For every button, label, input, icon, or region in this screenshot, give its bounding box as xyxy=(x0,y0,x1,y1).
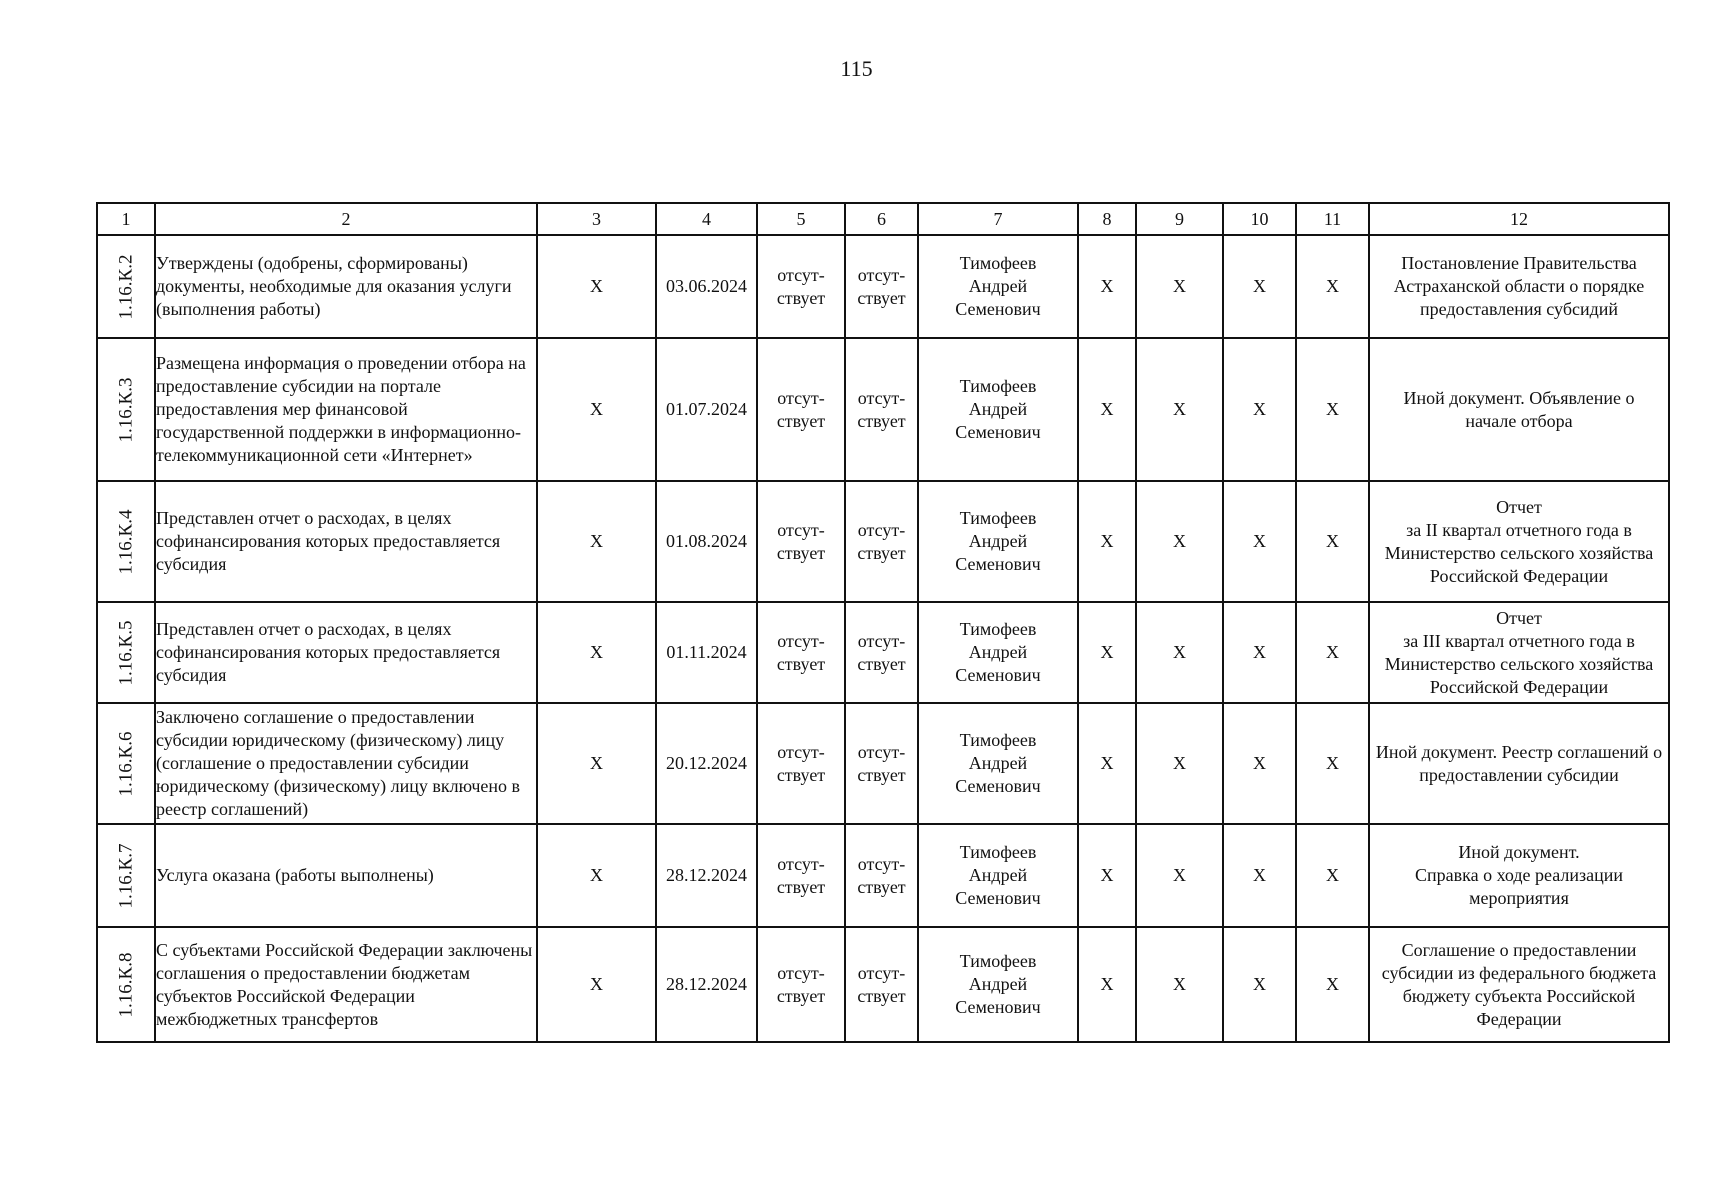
cell-col10: Х xyxy=(1223,602,1296,703)
checkpoint-code-text: 1.16.К.7 xyxy=(115,843,137,908)
cell-col3: Х xyxy=(537,338,656,481)
cell-col3: Х xyxy=(537,235,656,338)
cell-responsible: Тимофеев Андрей Семенович xyxy=(918,703,1078,824)
checkpoint-result: Представлен отчет о расходах, в целях софинансирования которых предоставляется субсидия xyxy=(155,602,537,703)
column-header: 8 xyxy=(1078,203,1136,235)
checkpoint-code-text: 1.16.К.5 xyxy=(115,620,137,685)
cell-col11: Х xyxy=(1296,481,1369,602)
cell-col9: Х xyxy=(1136,824,1223,927)
cell-col11: Х xyxy=(1296,602,1369,703)
cell-col8: Х xyxy=(1078,602,1136,703)
column-header: 1 xyxy=(97,203,155,235)
checkpoint-code xyxy=(97,602,155,703)
checkpoint-result: Представлен отчет о расходах, в целях софинансирования которых предоставляется субсидия xyxy=(155,481,537,602)
cell-col11: Х xyxy=(1296,235,1369,338)
cell-document: Иной документ. Объявление о начале отбора xyxy=(1369,338,1669,481)
cell-col5: отсут- ствует xyxy=(757,338,845,481)
checkpoint-code-text: 1.16.К.2 xyxy=(115,254,137,319)
header-row xyxy=(97,203,1669,235)
column-header: 4 xyxy=(656,203,757,235)
cell-col11: Х xyxy=(1296,824,1369,927)
cell-col9: Х xyxy=(1136,927,1223,1042)
cell-col8: Х xyxy=(1078,338,1136,481)
cell-col11: Х xyxy=(1296,927,1369,1042)
column-header: 5 xyxy=(757,203,845,235)
plan-table xyxy=(96,202,1670,1043)
cell-col3: Х xyxy=(537,927,656,1042)
cell-col10: Х xyxy=(1223,824,1296,927)
cell-col10: Х xyxy=(1223,927,1296,1042)
cell-col10: Х xyxy=(1223,235,1296,338)
checkpoint-code xyxy=(97,703,155,824)
cell-col8: Х xyxy=(1078,235,1136,338)
cell-col8: Х xyxy=(1078,927,1136,1042)
cell-col6: отсут- ствует xyxy=(845,602,918,703)
checkpoint-code-text: 1.16.К.8 xyxy=(115,952,137,1017)
checkpoint-code xyxy=(97,235,155,338)
column-header: 12 xyxy=(1369,203,1669,235)
checkpoint-result: Заключено соглашение о предоставлении субсидии юридическому (физическому) лицу (соглашение о предоставлении субсидии юридическому (физическому) лицу включено в реестр соглашений) xyxy=(155,703,537,824)
cell-date: 01.08.2024 xyxy=(656,481,757,602)
cell-col6: отсут- ствует xyxy=(845,481,918,602)
cell-col10: Х xyxy=(1223,703,1296,824)
page-number: 115 xyxy=(840,56,873,81)
checkpoint-code xyxy=(97,481,155,602)
cell-col9: Х xyxy=(1136,602,1223,703)
cell-date: 28.12.2024 xyxy=(656,927,757,1042)
checkpoint-code xyxy=(97,338,155,481)
cell-col9: Х xyxy=(1136,703,1223,824)
cell-col10: Х xyxy=(1223,338,1296,481)
cell-col3: Х xyxy=(537,824,656,927)
cell-col6: отсут- ствует xyxy=(845,338,918,481)
column-header: 2 xyxy=(155,203,537,235)
checkpoint-result: Услуга оказана (работы выполнены) xyxy=(155,824,537,927)
table-row xyxy=(97,703,1669,824)
cell-col8: Х xyxy=(1078,824,1136,927)
cell-col3: Х xyxy=(537,481,656,602)
checkpoint-code xyxy=(97,927,155,1042)
cell-date: 01.07.2024 xyxy=(656,338,757,481)
cell-responsible: Тимофеев Андрей Семенович xyxy=(918,602,1078,703)
cell-responsible: Тимофеев Андрей Семенович xyxy=(918,824,1078,927)
cell-date: 20.12.2024 xyxy=(656,703,757,824)
cell-col3: Х xyxy=(537,602,656,703)
cell-col5: отсут- ствует xyxy=(757,235,845,338)
cell-col8: Х xyxy=(1078,703,1136,824)
cell-col9: Х xyxy=(1136,481,1223,602)
cell-col6: отсут- ствует xyxy=(845,235,918,338)
cell-date: 03.06.2024 xyxy=(656,235,757,338)
checkpoint-code-text: 1.16.К.6 xyxy=(115,731,137,796)
checkpoint-code-text: 1.16.К.4 xyxy=(115,509,137,574)
cell-col6: отсут- ствует xyxy=(845,927,918,1042)
cell-date: 28.12.2024 xyxy=(656,824,757,927)
cell-col5: отсут- ствует xyxy=(757,481,845,602)
checkpoint-result: С субъектами Российской Федерации заключены соглашения о предоставлении бюджетам субъектов Российской Федерации межбюджетных трансфертов xyxy=(155,927,537,1042)
checkpoint-code xyxy=(97,824,155,927)
table-row xyxy=(97,235,1669,338)
cell-document: Отчет за III квартал отчетного года в Министерство сельского хозяйства Российской Федерации xyxy=(1369,602,1669,703)
cell-col9: Х xyxy=(1136,338,1223,481)
table-row xyxy=(97,927,1669,1042)
checkpoint-code-text: 1.16.К.3 xyxy=(115,377,137,442)
cell-col11: Х xyxy=(1296,703,1369,824)
table-row xyxy=(97,602,1669,703)
cell-col6: отсут- ствует xyxy=(845,703,918,824)
checkpoint-result: Размещена информация о проведении отбора на предоставление субсидии на портале предоставления мер финансовой государственной поддержки в информационно-телекоммуникационной сети «Интернет» xyxy=(155,338,537,481)
cell-col11: Х xyxy=(1296,338,1369,481)
cell-col9: Х xyxy=(1136,235,1223,338)
cell-col3: Х xyxy=(537,703,656,824)
cell-col5: отсут- ствует xyxy=(757,824,845,927)
cell-responsible: Тимофеев Андрей Семенович xyxy=(918,235,1078,338)
column-header: 11 xyxy=(1296,203,1369,235)
table-row xyxy=(97,481,1669,602)
cell-document: Иной документ. Реестр соглашений о предоставлении субсидии xyxy=(1369,703,1669,824)
cell-col8: Х xyxy=(1078,481,1136,602)
cell-document: Соглашение о предоставлении субсидии из федерального бюджета бюджету субъекта Российской Федерации xyxy=(1369,927,1669,1042)
cell-document: Иной документ. Справка о ходе реализации мероприятия xyxy=(1369,824,1669,927)
checkpoint-result: Утверждены (одобрены, сформированы) документы, необходимые для оказания услуги (выполнения работы) xyxy=(155,235,537,338)
cell-col5: отсут- ствует xyxy=(757,602,845,703)
column-header: 3 xyxy=(537,203,656,235)
column-header: 6 xyxy=(845,203,918,235)
table-row xyxy=(97,824,1669,927)
cell-col5: отсут- ствует xyxy=(757,927,845,1042)
cell-date: 01.11.2024 xyxy=(656,602,757,703)
cell-responsible: Тимофеев Андрей Семенович xyxy=(918,481,1078,602)
cell-document: Отчет за II квартал отчетного года в Министерство сельского хозяйства Российской Федерации xyxy=(1369,481,1669,602)
cell-responsible: Тимофеев Андрей Семенович xyxy=(918,338,1078,481)
cell-responsible: Тимофеев Андрей Семенович xyxy=(918,927,1078,1042)
cell-col6: отсут- ствует xyxy=(845,824,918,927)
column-header: 10 xyxy=(1223,203,1296,235)
cell-col5: отсут- ствует xyxy=(757,703,845,824)
cell-col10: Х xyxy=(1223,481,1296,602)
table-row xyxy=(97,338,1669,481)
column-header: 7 xyxy=(918,203,1078,235)
column-header: 9 xyxy=(1136,203,1223,235)
cell-document: Постановление Правительства Астраханской области о порядке предоставления субсидий xyxy=(1369,235,1669,338)
